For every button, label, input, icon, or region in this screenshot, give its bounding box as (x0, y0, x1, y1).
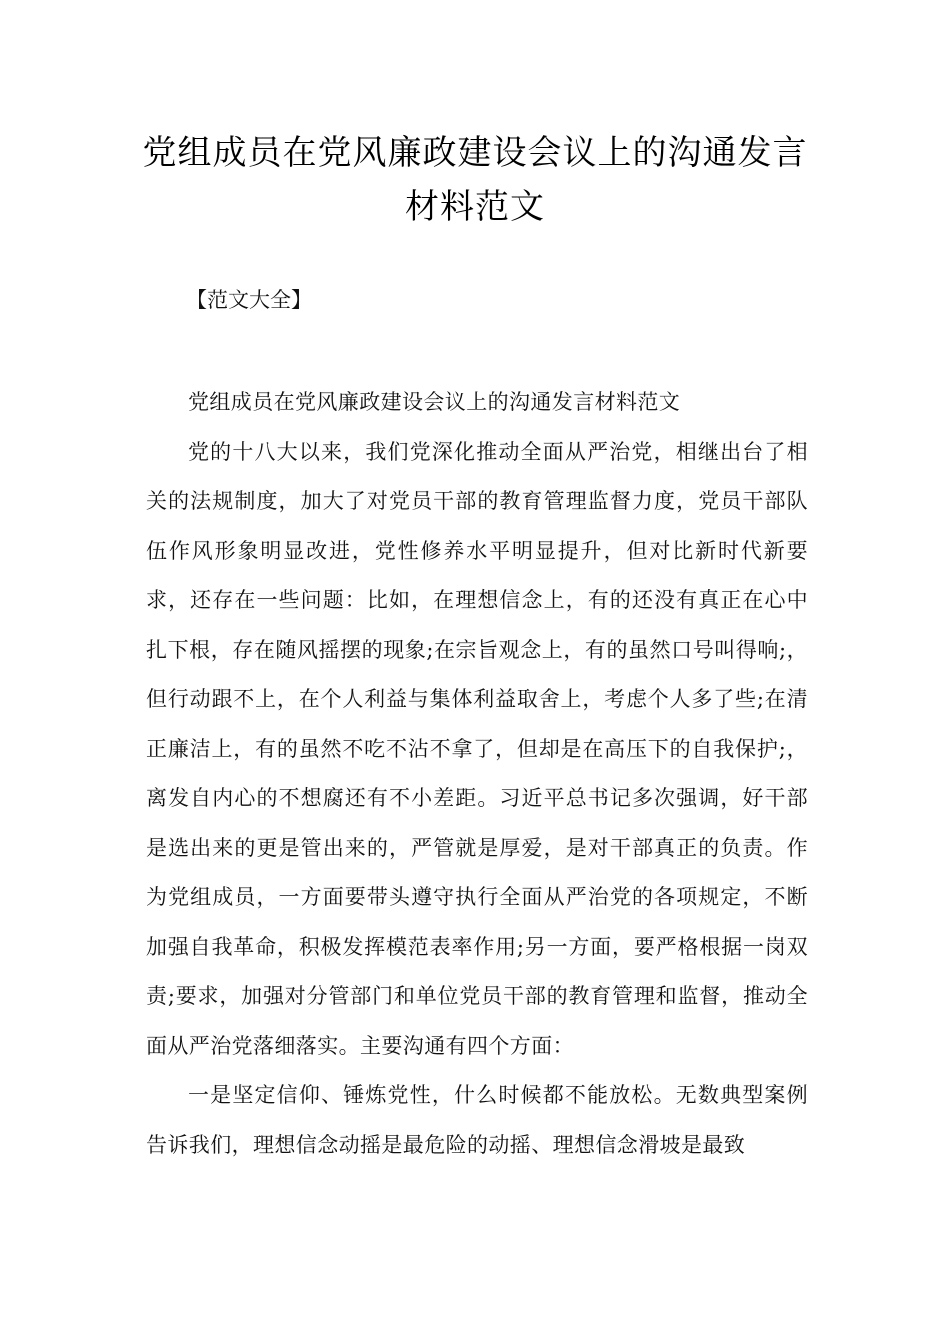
paragraph: 党的十八大以来，我们党深化推动全面从严治党，相继出台了相关的法规制度，加大了对党员干部的教育管理监督力度，党员干部队伍作风形象明显改进，党性修养水平明显提升，但对比新时代新要求，还存在一些问题：比如，在理想信念上，有的还没有真正在心中扎下根，存在随风摇摆的现象;在宗旨观念上，有的虽然口号叫得响;，但行动跟不上，在个人利益与集体利益取舍上，考虑个人多了些;在清正廉洁上，有的虽然不吃不沾不拿了，但却是在高压下的自我保护;，离发自内心的不想腐还有不小差距。习近平总书记多次强调，好干部是选出来的更是管出来的，严管就是厚爱，是对干部真正的负责。作为党组成员，一方面要带头遵守执行全面从严治党的各项规定，不断加强自我革命，积极发挥模范表率作用;另一方面，要严格根据一岗双责;要求，加强对分管部门和单位党员干部的教育管理和监督，推动全面从严治党落细落实。主要沟通有四个方面： (146, 439, 808, 1058)
document-body (146, 378, 808, 1170)
paragraph: 一是坚定信仰、锤炼党性，什么时候都不能放松。无数典型案例告诉我们，理想信念动摇是最危险的动摇、理想信念滑坡是最致 (146, 1083, 808, 1157)
document-title: 党组成员在党风廉政建设会议上的沟通发言材料范文 (142, 133, 808, 227)
category-tag: 【范文大全】 (186, 288, 312, 312)
document-subtitle: 党组成员在党风廉政建设会议上的沟通发言材料范文 (188, 390, 681, 414)
